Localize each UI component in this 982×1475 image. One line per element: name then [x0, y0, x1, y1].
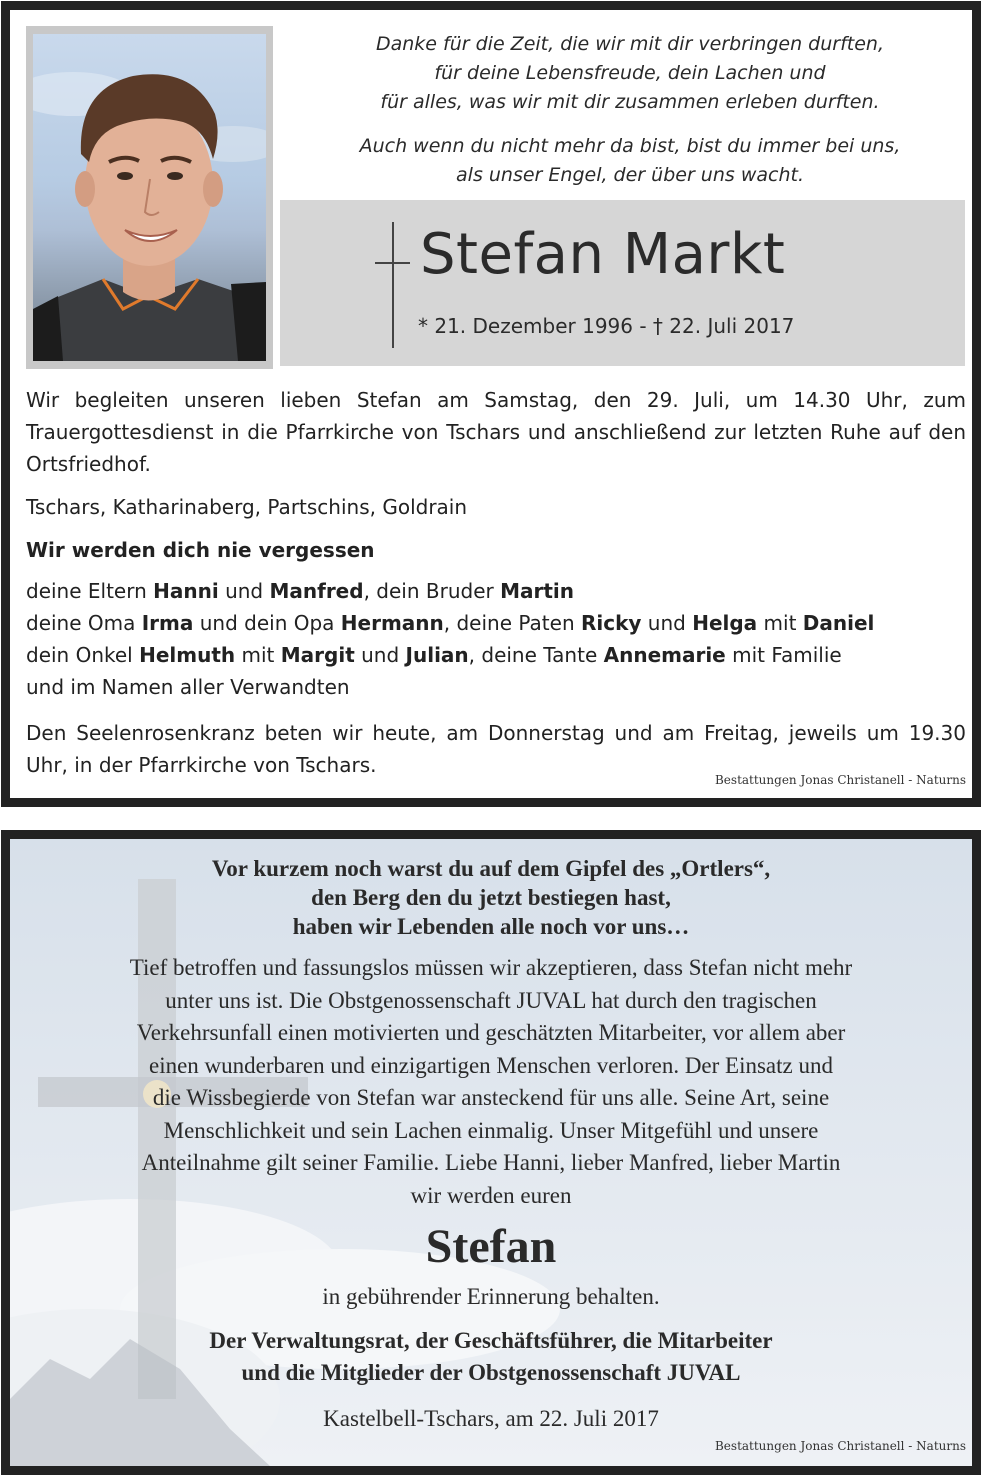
never-forget-line: Wir werden dich nie vergessen	[26, 538, 375, 562]
undertaker-credit: Bestattungen Jonas Christanell - Naturns	[714, 773, 966, 787]
funeral-announcement: Wir begleiten unseren lieben Stefan am Samstag, den 29. Juli, um 14.30 Uhr, zum Trauergottesdienst in die Pfarrkirche von Tschars und anschließend zur letzten Ruhe auf den Ortsfriedhof.	[26, 388, 966, 476]
memorial-verse-1: Danke für die Zeit, die wir mit dir verbringen durften, für deine Lebensfreude, dein Lachen und für alles, was wir mit dir zusammen erleben durften.	[375, 33, 884, 113]
death-notice-card	[1, 1, 981, 807]
undertaker-credit-2: Bestattungen Jonas Christanell - Naturns	[714, 1439, 966, 1453]
condolence-remembrance: in gebührender Erinnerung behalten.	[322, 1284, 660, 1309]
condolence-body: Tief betroffen und fassungslos müssen wir akzeptieren, dass Stefan nicht mehr unter uns ist. Die Obstgenossenschaft JUVAL hat durch den tragischen Verkehrsunfall einen motivierten und geschätzten Mitarbeiter, vor allem aber einen wunderbaren und einzigartigen Menschen verloren. Der Einsatz und die Wissbegierde von Stefan war ansteckend für uns alle. Seine Art, seine Menschlichkeit und sein Lachen einmalig. Unser Mitgefühl und unsere Anteilnahme gilt seiner Familie. Liebe Hanni, lieber Manfred, lieber Martin wir werden euren	[129, 955, 853, 1208]
condolence-heading: Vor kurzem noch warst du auf dem Gipfel des „Ortlers“, den Berg den du jetzt bestiegen hast, haben wir Lebenden alle noch vor uns…	[211, 856, 771, 939]
name-box	[280, 200, 965, 366]
deceased-name: Stefan Markt	[420, 222, 786, 287]
condolence-card	[1, 830, 981, 1475]
condolence-name: Stefan	[425, 1220, 557, 1273]
cross-icon	[392, 222, 394, 348]
mourners-line-4: und im Namen aller Verwandten	[26, 675, 350, 699]
places-line: Tschars, Katharinaberg, Partschins, Goldrain	[26, 495, 468, 519]
mourners-line-1: deine Eltern Hanni und Manfred, dein Bruder Martin	[26, 579, 575, 603]
mourners-line-2: deine Oma Irma und dein Opa Hermann, deine Paten Ricky und Helga mit Daniel	[26, 611, 875, 635]
life-dates: * 21. Dezember 1996 - † 22. Juli 2017	[418, 314, 795, 338]
memorial-verse-2: Auch wenn du nicht mehr da bist, bist du immer bei uns, als unser Engel, der über uns wacht.	[359, 135, 901, 186]
cross-icon-bar	[375, 262, 410, 264]
portrait-illustration	[33, 34, 266, 361]
condolence-signature: Der Verwaltungsrat, der Geschäftsführer, die Mitarbeiter und die Mitglieder der Obstgenossenschaft JUVAL	[209, 1328, 773, 1385]
portrait-photo	[33, 34, 266, 361]
portrait-frame	[26, 26, 273, 369]
rosary-announcement: Den Seelenrosenkranz beten wir heute, am Donnerstag und am Freitag, jeweils um 19.30 Uhr, in der Pfarrkirche von Tschars.	[26, 721, 966, 777]
mourners-list	[26, 575, 966, 703]
mourners-line-3: dein Onkel Helmuth mit Margit und Julian, deine Tante Annemarie mit Familie	[26, 643, 842, 667]
condolence-place-date: Kastelbell-Tschars, am 22. Juli 2017	[323, 1406, 659, 1431]
